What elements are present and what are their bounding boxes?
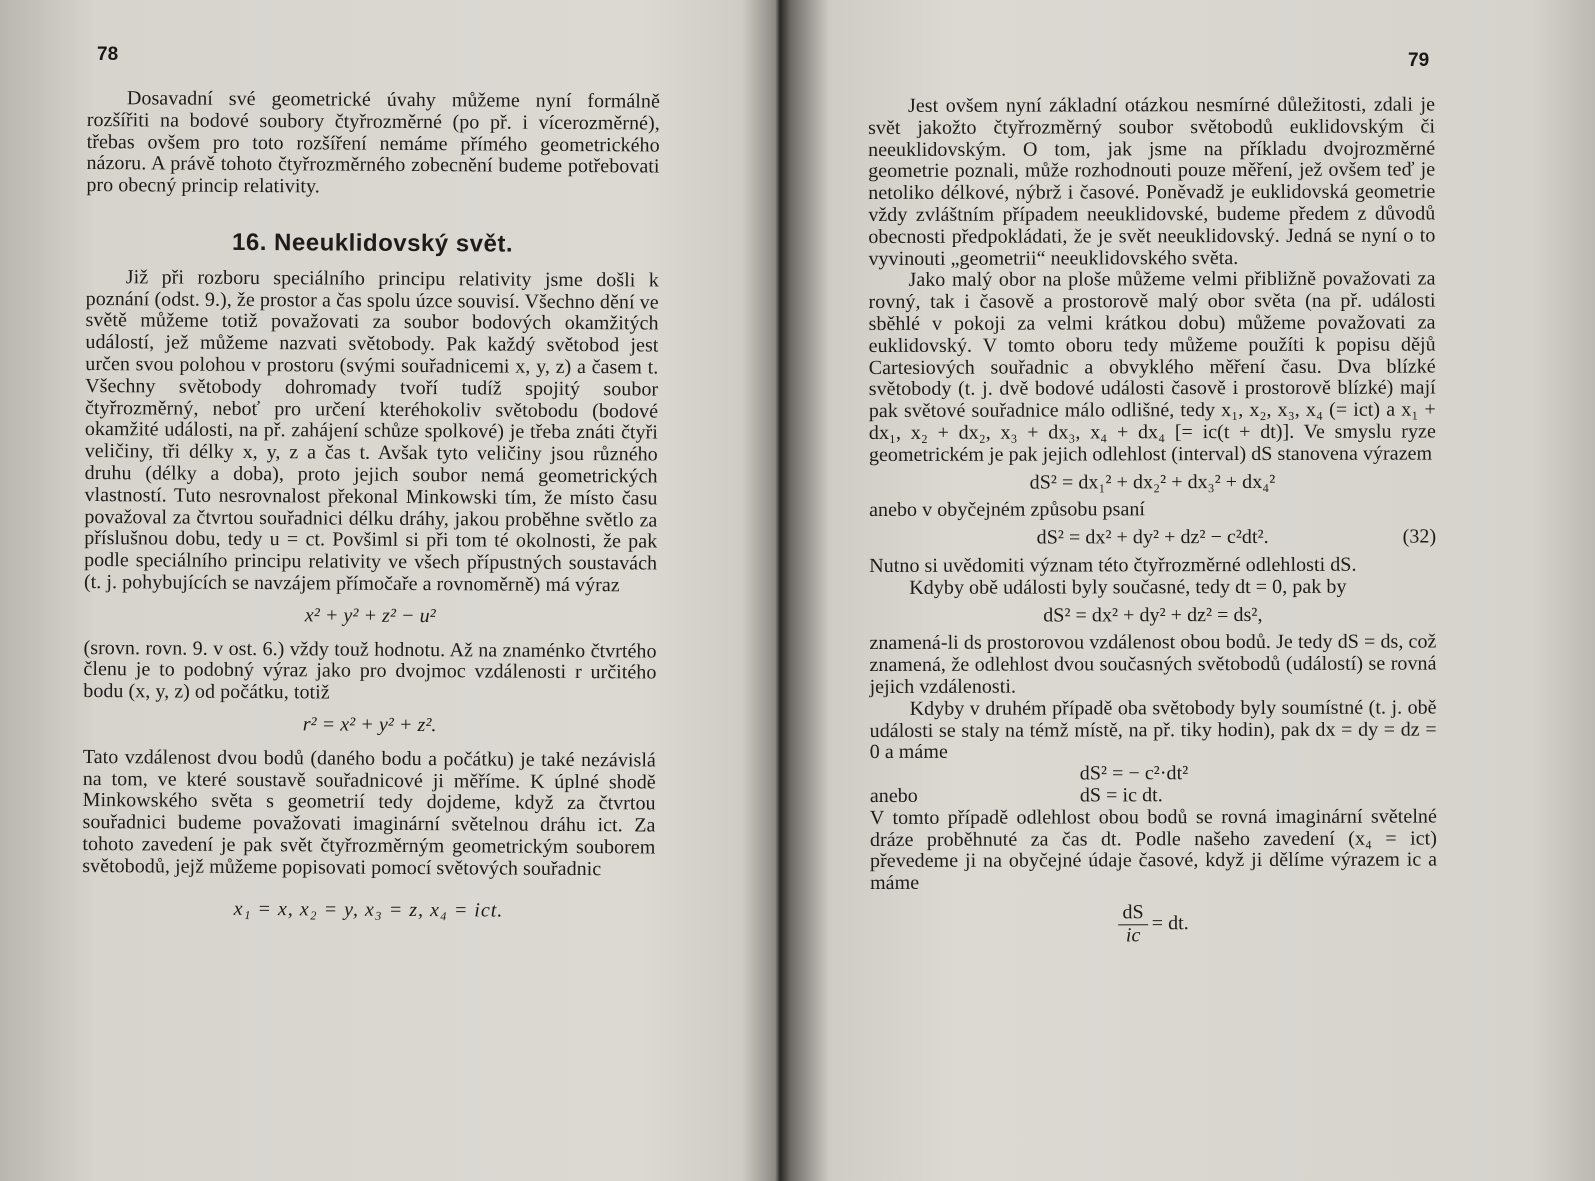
fraction-equation <box>870 901 1437 947</box>
equation <box>870 763 1437 786</box>
paragraph: Jako malý obor na ploše můžeme velmi přibližně považovati za rovný, tak i časově a prostorově malý obor světa (na př. události sběhlé v pokoji za velmi krátkou dobu) můžeme považovati za euklidovský. V tomto oboru tedy můžeme použíti k popisu dějů Cartesiových souřadnic a obvyklého měření času. Dva blízké světobody (t. j. dvě bodové události časově i prostorově blízké) mají pak světové souřadnice málo odlišné, tedy x₁, x₂, x₃, x₄ (= ict) a x₁ + dx₁, x₂ + dx₂, x₃ + dx₃, x₄ + dx₄ [= ic(t + dt)]. Ve smyslu ryze geometrickém je pak jejich odlehlost (interval) dS stanovena výrazem <box>868 267 1436 466</box>
paragraph: Dosavadní své geometrické úvahy můžeme nyní formálně rozšířiti na bodové soubory čtyřrozměrné (po př. i vícerozměrné), třebas ovšem pro toto rozšíření nemáme přímého geometrického názoru. A právě tohoto čtyřrozměrného zobecnění budeme potřebovati pro obecný princip relativity. <box>86 87 660 198</box>
equation: x² + y² + z² − u² <box>304 604 436 627</box>
section-heading: 16. Neeuklidovský svět. <box>231 228 514 258</box>
equation: x₁ = x, x₂ = y, x₃ = z, x₄ = ict. <box>233 897 504 922</box>
paragraph: Kdyby obě události byly současné, tedy dt = 0, pak by <box>909 575 1347 599</box>
equation <box>870 784 1437 807</box>
paragraph: Jest ovšem nyní základní otázkou nesmírné důležitosti, zdali je svět jakožto čtyřrozměrný soubor světobodů euklidovským či neeuklidovským. O tom, jak jsme na příkladu dvojrozměrné geometrie poznali, může rozhodnouti pouze měření, jež ovšem teď je netoliko délkové, nýbrž i časové. Poněvadž je euklidovská geometrie vždy zvláštním případem neeuklidovské, budeme předem z důvodů obecnosti předpokládati, že je svět neeuklidovský. Jedná se nyní o to vyvinouti „geometrii“ neeuklidovského světa. <box>868 93 1436 270</box>
equation-text: dS² = dx² + dy² + dz² − c²dt². <box>1036 526 1269 549</box>
fraction-numerator: dS <box>1118 902 1147 925</box>
paragraph: (srovn. rovn. 9. v ost. 6.) vždy touž hodnotu. Až na znaménko čtvrtého členu je to podobný výraz jako pro dvojmoc vzdálenosti r určitého bodu (x, y, z) od počátku, totiž <box>83 636 657 704</box>
paragraph: Nutno si uvědomiti význam této čtyřrozměrné odlehlosti dS. <box>869 553 1357 577</box>
paragraph: znamená-li ds prostorovou vzdálenost obou bodů. Je tedy dS = ds, což znamená, že odlehlost dvou současných světobodů (událostí) se rovná jejich vzdálenosti. <box>869 630 1437 698</box>
equation: r² = x² + y² + z². <box>302 713 437 737</box>
fraction-denominator: ic <box>1125 923 1141 947</box>
equation <box>869 471 1436 494</box>
page-number-left: 78 <box>97 44 119 65</box>
equation-number: (32) <box>1402 525 1437 548</box>
paragraph: Již při rozboru speciálního principu relativity jsme došli k poznání (odst. 9.), že prostor a čas spolu úzce souvisí. Všechno dění ve světě můžeme totiž považovati za soubor bodových okamžitých událostí, jež můžeme nazvati světobody. Pak každý světobod jest určen svou polohou v prostoru (svými souřadnicemi x, y, z) a časem t. Všechny světobody dohromady tvoří tudíž spojitý soubor čtyřrozměrný, neboť pro určení kteréhokoliv světobodu (bodové okamžité události, na př. zahájení schůze spolkové) je třeba znáti čtyři veličiny, tři délky x, y, z a čas t. Avšak tyto veličiny jsou různého druhu (délky a doba), proto jejich soubor nemá geometrických vlastností. Tuto nesrovnalost překonal Minkowski tím, že místo času považoval za čtvrtou souřadnici délku dráhy, jakou proběhne světlo za příslušnou dobu, tedy u = ct. Povšiml si při tom té okolnosti, že pak podle speciálního principu relativity ve všech přípustných soustavách (t. j. pohybujících se navzájem přímočaře a rovnoměrně) má výraz <box>83 266 659 597</box>
equation <box>869 527 1436 550</box>
equation-label: anebo <box>869 784 918 807</box>
equation-text: dS² = dx² + dy² + dz² = ds², <box>1043 603 1263 627</box>
equation-text: dS = ic dt. <box>1079 784 1163 807</box>
paragraph: V tomto případě odlehlost obou bodů se rovná imaginární světelné dráze proběhnuté za čas dt. Podle našeho zavedení (x₄ = ict) převedeme ji na obyčejné údaje časové, když ji dělíme výrazem ic a máme <box>869 805 1438 895</box>
equation <box>869 604 1436 627</box>
page-number-right: 79 <box>1408 50 1430 71</box>
paragraph: Kdyby v druhém případě oba světobody byly soumístné (t. j. obě události se staly na témž místě, na př. tiky hodin), pak dx = dy = dz = 0 a máme <box>869 696 1437 764</box>
right-page <box>790 0 1595 1181</box>
left-page-text <box>82 88 660 923</box>
paragraph: anebo v obyčejném způsobu psaní <box>869 498 1146 522</box>
equation-text: dS² = − c²·dt² <box>1079 762 1189 785</box>
right-page-text <box>868 95 1437 948</box>
paragraph: Tato vzdálenost dvou bodů (daného bodu a počátku) je také nezávislá na tom, ve které soustavě souřadnicové ji měříme. K úplné shodě Minkowského světa s geometrií tedy dojdeme, když za čtvrtou souřadnici budeme považovati imaginární světelnou dráhu ict. Za tohoto zavedení je pak svět čtyřrozměrným geometrickým souborem světobodů, jejž můžeme popisovati pomocí světových souřadnic <box>82 745 656 880</box>
fraction-rhs: = dt. <box>1151 912 1189 935</box>
equation-text: dS² = dx₁² + dx₂² + dx₃² + dx₄² <box>1029 470 1276 494</box>
left-page <box>0 0 770 1181</box>
